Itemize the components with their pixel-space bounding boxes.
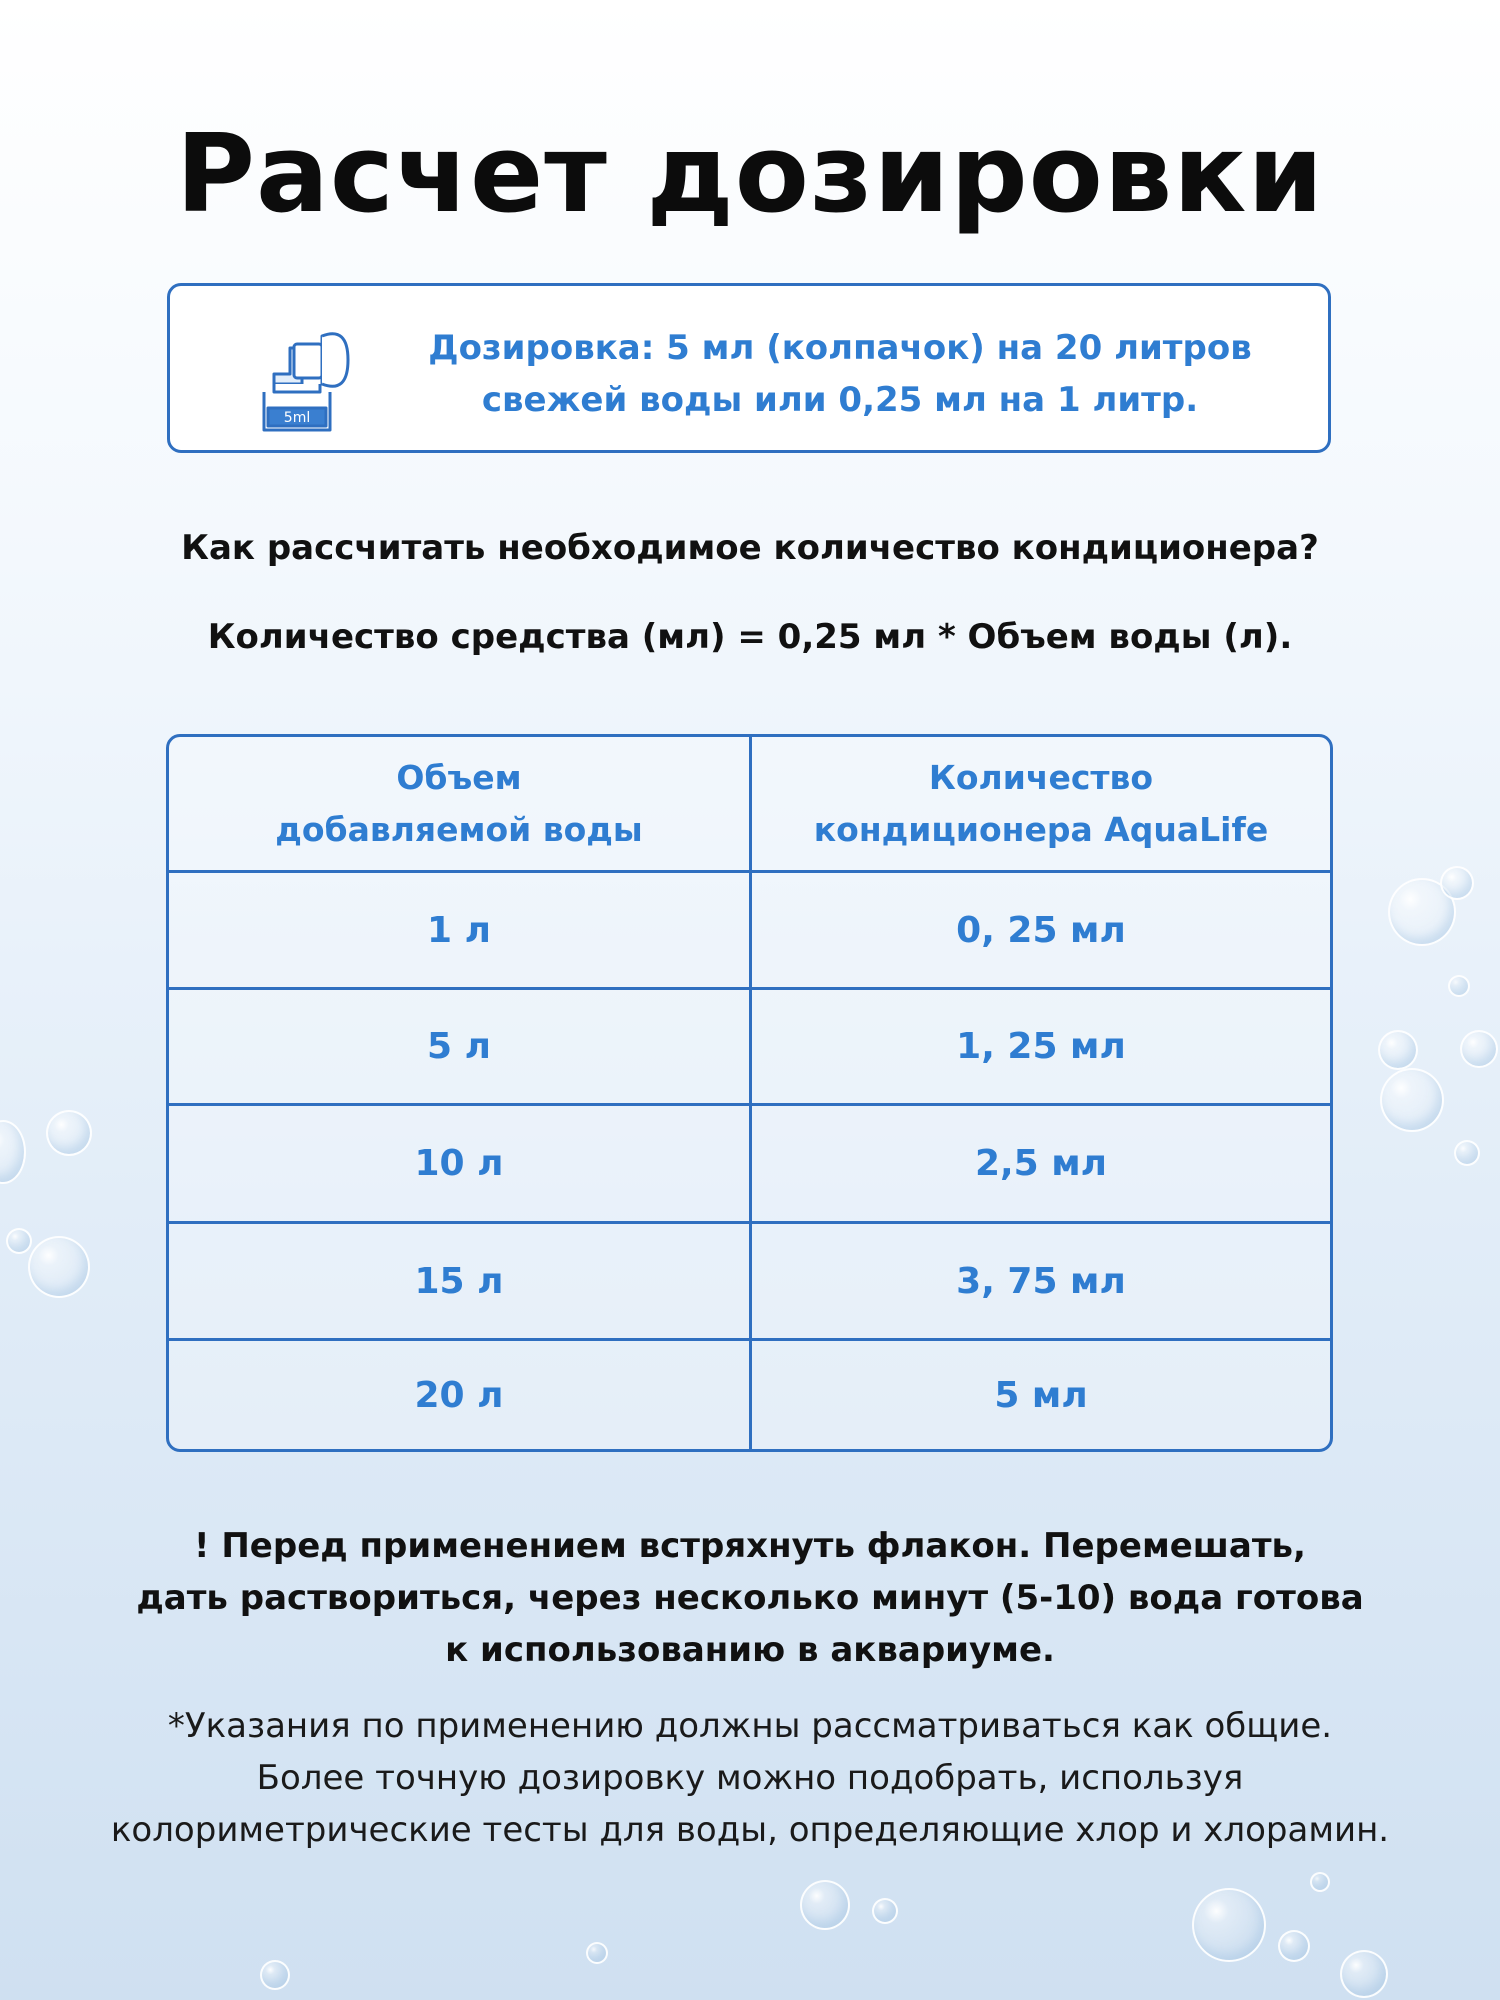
table-row [169,1221,1330,1338]
bubble [1380,1068,1444,1132]
bubble [1440,866,1474,900]
bubble [1460,1030,1498,1068]
amount-cell: 5 мл [994,1374,1088,1416]
dosage-line-1: Дозировка: 5 мл (колпачок) на 20 литров [428,328,1252,368]
bubble [46,1110,92,1156]
amount-cell: 3, 75 мл [956,1260,1126,1302]
usage-warning: ! Перед применением встряхнуть флакон. Перемешать, дать раствориться, через несколько минут (5-10) вода готова к использованию в аквариуме. [136,1526,1364,1670]
cap-volume-label: 5ml [283,410,311,426]
bubble [872,1898,898,1924]
dosage-text [380,322,1300,426]
bubble [1278,1930,1310,1962]
header-amount: Количество кондиционера AquaLife [813,757,1269,849]
bubble [586,1942,608,1964]
bubble [1192,1888,1266,1962]
volume-cell: 10 л [414,1143,504,1184]
page-title: Расчет дозировки [175,112,1325,237]
volume-cell: 20 л [414,1374,504,1416]
bubble [1454,1140,1480,1166]
calculation-formula: Количество средства (мл) = 0,25 мл * Объем воды (л). [207,617,1293,657]
volume-cell: 15 л [414,1260,504,1302]
bubble [0,1120,26,1184]
volume-cell: 5 л [427,1026,491,1067]
amount-cell: 1, 25 мл [956,1026,1126,1067]
dosage-info-box [167,283,1331,453]
bubble [28,1236,90,1298]
amount-cell: 2,5 мл [974,1143,1108,1184]
dosage-line-2: свежей воды или 0,25 мл на 1 литр. [481,380,1199,420]
bubble [1340,1950,1388,1998]
table-row [169,987,1330,1103]
bubble [6,1228,32,1254]
volume-cell: 1 л [427,909,491,951]
amount-cell: 0, 25 мл [956,909,1126,951]
measuring-cap-icon [260,308,360,434]
table-row [169,870,1330,987]
usage-note: *Указания по применению должны рассматриваться как общие. Более точную дозировку можно подобрать, используя колориметрические тесты для воды, определяющие хлор и хлорамин. [110,1706,1390,1850]
bubble [1448,975,1470,997]
table-header-row [169,737,1330,870]
table-row [169,1338,1330,1449]
bubble [260,1960,290,1990]
table-row [169,1103,1330,1221]
bubble [800,1880,850,1930]
bubble [1378,1030,1418,1070]
dosage-table [166,734,1333,1452]
bubble [1310,1872,1330,1892]
header-volume: Объем добавляемой воды [275,757,643,849]
calculation-question: Как рассчитать необходимое количество кондиционера? [181,528,1319,568]
